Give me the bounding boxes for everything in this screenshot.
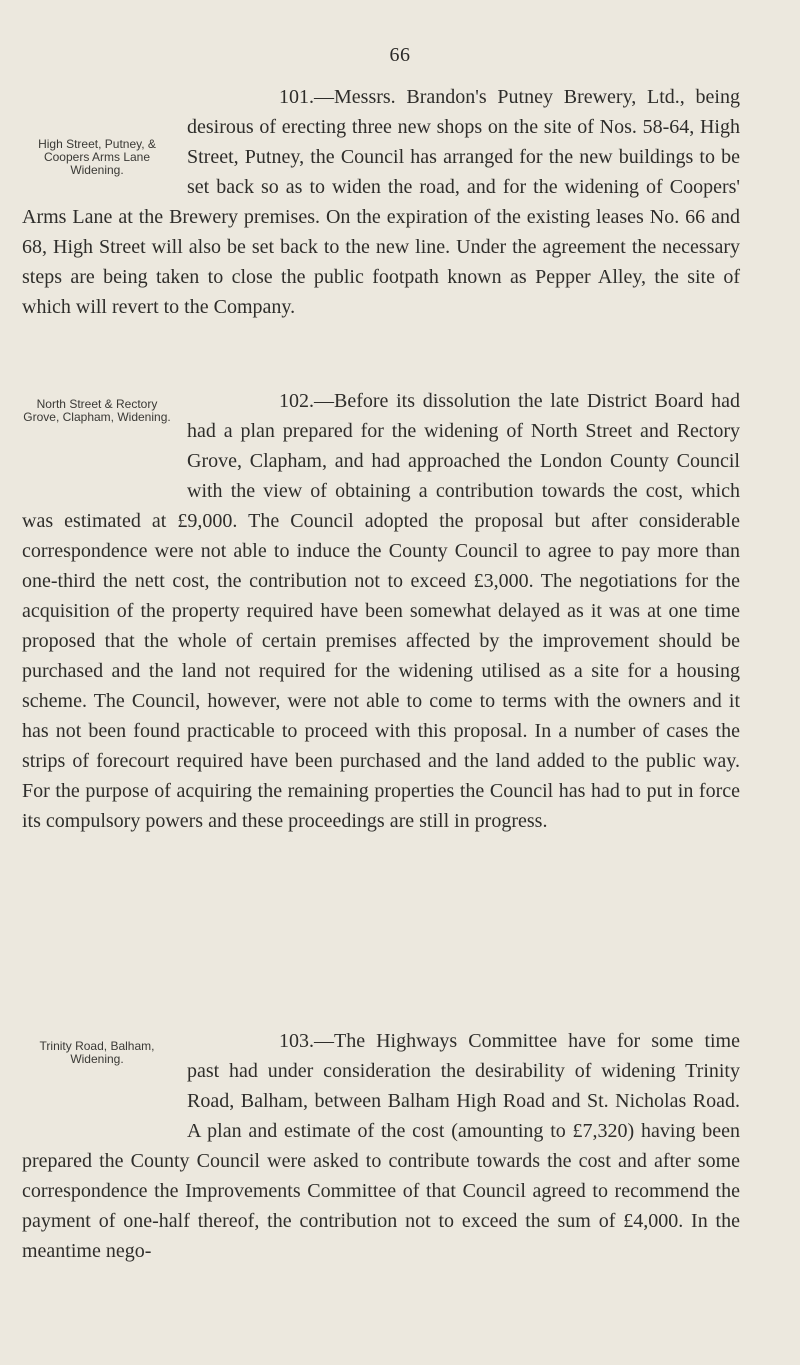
marginal-note-103: Trinity Road, Balham, Widening. [39,1039,155,1066]
paragraph-103 [22,1026,740,1266]
marginal-note-101: High Street, Putney, & Coopers Arms Lane Widening. [38,137,156,177]
paragraph-102-text [22,386,740,836]
page-number: 66 [389,44,411,66]
paragraph-103-body: 103.—The Highways Committee have for some time past had under consideration the desirability of widening Trinity Road, Balham, between Balham High Road and St. Nicholas Road. A plan and estimate of the cost (amounting to £7,320) having been prepared the County Council were asked to contribute towards the cost and after some correspondence the Improvements Committee of that Council agreed to recommend the payment of one-half thereof, the contribution not to exceed the sum of £4,000. In the meantime nego- [22,1030,740,1262]
paragraph-101-body: 101.—Messrs. Brandon's Putney Brewery, Ltd., being desirous of erecting three new shops on the site of Nos. 58-64, High Street, Putney, the Council has arranged for the new buildings to be set back so as to widen the road, and for the widening of Coopers' Arms Lane at the Brewery premises. On the expiration of the existing leases No. 66 and 68, High Street will also be set back to the new line. Under the agreement the necessary steps are being taken to close the public footpath known as Pepper Alley, the site of which will revert to the Company. [22,86,740,318]
paragraph-102-body: 102.—Before its dissolution the late District Board had had a plan prepared for the widening of North Street and Rectory Grove, Clapham, and had approached the London County Council with the view of obtaining a contribution towards the cost, which was estimated at £9,000. The Council adopted the proposal but after considerable correspondence were not able to induce the County Council to agree to pay more than one-third the nett cost, the contribution not to exceed £3,000. The negotiations for the acquisition of the property required have been somewhat delayed as it was at one time proposed that the whole of certain premises affected by the improvement should be purchased and the land not required for the widening utilised as a site for a housing scheme. The Council, however, were not able to come to terms with the owners and it has not been found practicable to proceed with this proposal. In a number of cases the strips of forecourt required have been purchased and the land added to the public way. For the purpose of acquiring the remaining properties the Council has had to put in force its compulsory powers and these proceedings are still in progress. [22,390,740,832]
paragraph-103-margin-spacer [22,1056,187,1146]
paragraph-101-margin-spacer [22,112,187,202]
paragraph-103-text [22,1026,740,1266]
paragraph-102-margin-spacer [22,416,187,506]
paragraph-102 [22,386,740,836]
paragraph-101-text [22,82,740,322]
paragraph-101 [22,82,740,322]
marginal-note-102: North Street & Rectory Grove, Clapham, Widening. [23,397,171,424]
